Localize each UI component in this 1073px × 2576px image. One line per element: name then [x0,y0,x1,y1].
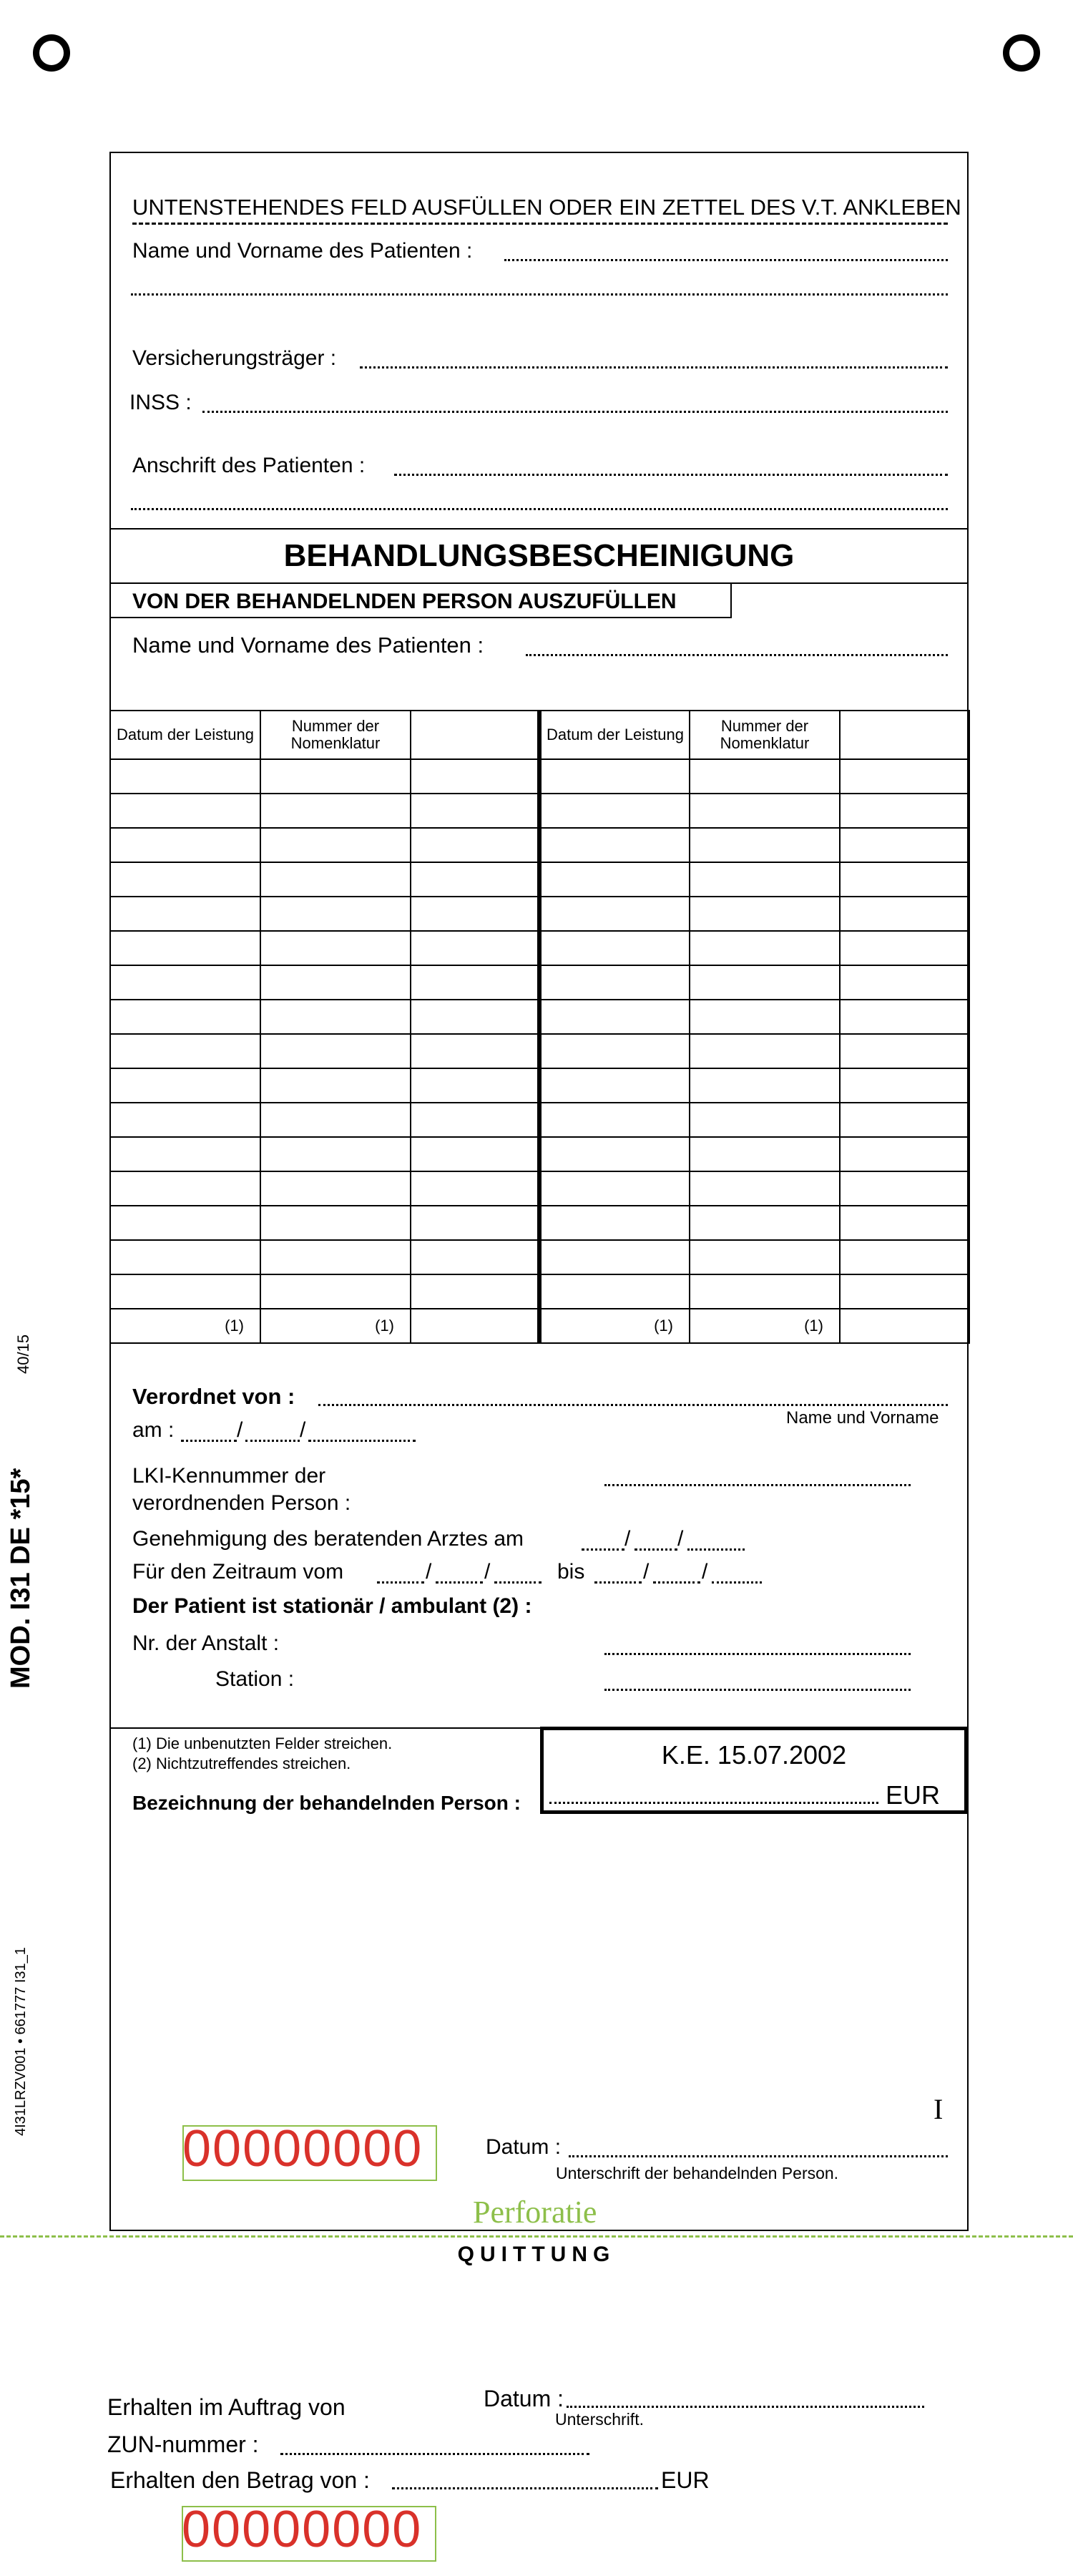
table-row [110,1068,969,1103]
table-cell[interactable] [690,931,840,965]
table-header-row [110,711,969,759]
table-cell[interactable] [690,759,840,794]
table-cell[interactable] [690,828,840,862]
service-table [109,710,970,1344]
date-separator: / [702,1560,708,1584]
table-cell[interactable] [840,828,969,862]
title-divider [111,582,967,584]
col-header-date-2: Datum der Leistung [539,711,690,759]
received-by-label: Erhalten im Auftrag von [107,2394,346,2420]
table-cell[interactable] [539,1034,690,1068]
table-cell[interactable] [840,862,969,897]
table-cell[interactable] [539,759,690,794]
station-field[interactable] [604,1689,911,1691]
table-cell[interactable] [840,794,969,828]
table-row [110,1000,969,1034]
table-cell[interactable] [539,828,690,862]
table-cell[interactable] [411,931,539,965]
table-cell[interactable] [690,897,840,931]
patient-name-field[interactable] [504,259,948,261]
table-row [110,1171,969,1206]
ordered-on-label: am : [132,1418,175,1442]
cert-patient-name-field[interactable] [526,654,948,656]
table-cell[interactable] [840,1206,969,1240]
inss-field[interactable] [202,411,948,413]
ordered-month-field[interactable] [245,1440,300,1442]
table-cell[interactable] [260,1068,411,1103]
table-cell[interactable] [110,965,260,1000]
approval-year-field[interactable] [687,1548,745,1551]
table-cell[interactable] [110,1137,260,1171]
insurer-label: Versicherungsträger : [132,346,337,370]
table-cell[interactable] [260,828,411,862]
table-row [110,1103,969,1137]
amount-received-field[interactable] [392,2487,658,2489]
certificate-subtitle-box [111,582,732,618]
table-cell[interactable] [260,1171,411,1206]
ordered-by-label: Verordnet von : [132,1384,295,1409]
table-cell[interactable] [539,931,690,965]
side-code-bottom: 4I31LRZV001 • 661777 I31_1 [13,1947,29,2136]
table-cell[interactable] [539,897,690,931]
table-cell[interactable] [840,1274,969,1309]
table-cell[interactable] [411,1068,539,1103]
table-cell[interactable] [690,1000,840,1034]
table-row [110,1034,969,1068]
table-cell[interactable] [840,965,969,1000]
table-cell[interactable] [840,1309,969,1343]
institution-field[interactable] [604,1653,911,1655]
table-footnote-row [110,1309,969,1343]
table-row [110,1137,969,1171]
period-to-year-field[interactable] [712,1581,762,1584]
table-cell[interactable] [690,1068,840,1103]
date-separator: / [624,1527,631,1551]
date-separator: / [237,1418,243,1442]
receipt-number: 00000000 [182,2501,423,2558]
table-cell[interactable] [110,1000,260,1034]
table-cell[interactable] [690,1034,840,1068]
side-model-code: MOD. I31 DE *15* [6,1468,36,1689]
table-cell[interactable] [539,1137,690,1171]
table-cell[interactable] [840,1068,969,1103]
amount-received-currency: EUR [661,2467,710,2493]
footnote-2: (2) Nichtzutreffendes streichen. [132,1755,351,1772]
address-label: Anschrift des Patienten : [132,454,366,477]
ke-date: K.E. 15.07.2002 [661,1740,847,1770]
period-to-month-field[interactable] [653,1581,700,1584]
table-cell[interactable] [840,1103,969,1137]
table-cell[interactable] [411,828,539,862]
insurer-field[interactable] [360,366,948,369]
table-row [110,794,969,828]
col-header-nomenclature-2: Nummer der Nomenklatur [690,711,840,759]
table-cell[interactable] [110,1274,260,1309]
date-separator: / [426,1560,432,1584]
table-cell[interactable] [110,862,260,897]
inss-label: INSS : [129,391,192,414]
col-header-nomenclature: Nummer der Nomenklatur [260,711,411,759]
table-cell[interactable] [690,1274,840,1309]
table-row [110,1274,969,1309]
table-cell[interactable] [110,759,260,794]
footnote-marker: (1) [260,1309,411,1343]
table-cell[interactable] [260,794,411,828]
table-cell[interactable] [260,1137,411,1171]
table-cell[interactable] [539,862,690,897]
date-separator: / [300,1418,306,1442]
period-to-label: bis [557,1560,585,1584]
table-cell[interactable] [110,897,260,931]
table-cell[interactable] [110,794,260,828]
table-cell[interactable] [260,1206,411,1240]
date-separator: / [484,1560,491,1584]
certificate-number: 00000000 [182,2120,423,2177]
footer-divider [111,1727,542,1729]
table-cell[interactable] [840,897,969,931]
table-cell[interactable] [690,965,840,1000]
punch-hole-right [1003,34,1040,72]
table-cell[interactable] [411,897,539,931]
table-cell[interactable] [840,1171,969,1206]
table-row [110,759,969,794]
table-cell[interactable] [690,1171,840,1206]
table-cell[interactable] [110,828,260,862]
table-cell[interactable] [840,1240,969,1274]
table-row [110,828,969,862]
address-field-2[interactable] [131,508,948,510]
table-cell[interactable] [690,1103,840,1137]
table-cell[interactable] [690,862,840,897]
table-cell[interactable] [411,862,539,897]
perforation-label: Perforatie [473,2195,597,2230]
table-cell[interactable] [539,1274,690,1309]
date-label: Datum : [486,2135,562,2159]
table-row [110,1206,969,1240]
receipt-title: QUITTUNG [457,2243,616,2266]
table-cell[interactable] [110,1103,260,1137]
approval-day-field[interactable] [582,1548,624,1551]
table-cell[interactable] [260,1240,411,1274]
table-cell[interactable] [411,759,539,794]
table-cell[interactable] [840,931,969,965]
lki-label-1: LKI-Kennummer der [132,1464,326,1488]
ordered-by-field[interactable] [318,1404,948,1406]
zun-field[interactable] [280,2453,589,2455]
address-field[interactable] [394,474,948,476]
patient-name-label: Name und Vorname des Patienten : [132,239,473,263]
table-cell[interactable] [539,1240,690,1274]
treatment-certificate-form [109,152,969,2231]
period-to-day-field[interactable] [594,1581,642,1584]
table-row [110,862,969,897]
period-from-year-field[interactable] [494,1581,542,1584]
lki-field[interactable] [604,1484,911,1486]
table-cell[interactable] [411,1137,539,1171]
table-cell[interactable] [110,1240,260,1274]
table-cell[interactable] [260,1034,411,1068]
table-cell[interactable] [260,1000,411,1034]
col-header-blank-2 [840,711,969,759]
certificate-title: BEHANDLUNGSBESCHEINIGUNG [283,538,795,573]
ordered-day-field[interactable] [181,1440,237,1442]
receipt-signature-hint: Unterschrift. [555,2410,644,2429]
table-row [110,931,969,965]
table-cell[interactable] [110,1171,260,1206]
perforation-line [0,2235,1073,2238]
table-cell[interactable] [260,931,411,965]
table-cell[interactable] [411,1171,539,1206]
receipt-date-label: Datum : [484,2386,564,2411]
table-cell[interactable] [260,759,411,794]
period-from-day-field[interactable] [377,1581,424,1584]
cert-patient-name-label: Name und Vorname des Patienten : [132,633,484,658]
footnote-1: (1) Die unbenutzten Felder streichen. [132,1735,393,1752]
table-cell[interactable] [411,1240,539,1274]
table-cell[interactable] [411,1274,539,1309]
table-cell[interactable] [260,1103,411,1137]
table-cell[interactable] [840,759,969,794]
certificate-subtitle: VON DER BEHANDELNDEN PERSON AUSZUFÜLLEN [132,590,677,613]
amount-currency: EUR [886,1780,941,1810]
table-cell[interactable] [539,1068,690,1103]
period-from-label: Für den Zeitraum vom [132,1560,344,1584]
table-cell[interactable] [539,1000,690,1034]
patient-name-field-2[interactable] [131,293,948,296]
lki-label-2: verordnenden Person : [132,1491,351,1515]
table-cell[interactable] [110,1206,260,1240]
table-cell[interactable] [539,794,690,828]
table-cell[interactable] [539,1103,690,1137]
table-cell[interactable] [411,965,539,1000]
side-code-top: 40/15 [14,1334,32,1374]
amount-received-label: Erhalten den Betrag von : [110,2467,370,2493]
date-separator: / [643,1560,650,1584]
table-row [110,965,969,1000]
ordered-year-field[interactable] [308,1440,416,1442]
table-cell[interactable] [411,1000,539,1034]
table-row [110,1240,969,1274]
punch-hole-left [33,34,70,72]
table-cell[interactable] [539,1171,690,1206]
table-cell[interactable] [690,1206,840,1240]
table-cell[interactable] [260,965,411,1000]
approval-month-field[interactable] [635,1548,677,1551]
receipt-date-field[interactable] [567,2406,924,2408]
col-header-date: Datum der Leistung [110,711,260,759]
table-cell[interactable] [411,1034,539,1068]
table-cell[interactable] [260,1274,411,1309]
table-cell[interactable] [539,965,690,1000]
roman-numeral: I [934,2093,944,2125]
table-cell[interactable] [690,1240,840,1274]
table-cell[interactable] [260,862,411,897]
table-cell[interactable] [690,794,840,828]
station-label: Station : [215,1667,295,1691]
instruction-text: UNTENSTEHENDES FELD AUSFÜLLEN ODER EIN ZETTEL DES V.T. ANKLEBEN [132,195,961,220]
patient-status-label: Der Patient ist stationär / ambulant (2) : [132,1594,532,1618]
footnote-marker: (1) [690,1309,840,1343]
date-field[interactable] [569,2155,948,2157]
table-cell[interactable] [840,1137,969,1171]
table-cell[interactable] [411,794,539,828]
table-cell[interactable] [260,897,411,931]
instruction-underline [132,223,948,225]
table-cell[interactable] [110,931,260,965]
table-cell[interactable] [110,1034,260,1068]
practitioner-label: Bezeichnung der behandelnden Person : [132,1792,521,1814]
table-cell[interactable] [411,1103,539,1137]
table-cell[interactable] [411,1309,539,1343]
signature-hint: Unterschrift der behandelnden Person. [556,2164,839,2182]
amount-box [540,1727,968,1814]
section-divider [111,528,967,530]
zun-label: ZUN-nummer : [107,2431,259,2457]
footnote-marker: (1) [110,1309,260,1343]
table-cell[interactable] [411,1206,539,1240]
institution-label: Nr. der Anstalt : [132,1631,280,1655]
table-cell[interactable] [690,1137,840,1171]
footnote-marker: (1) [539,1309,690,1343]
approval-label: Genehmigung des beratenden Arztes am [132,1527,524,1551]
date-separator: / [677,1527,684,1551]
amount-field[interactable] [549,1802,878,1804]
table-cell[interactable] [840,1034,969,1068]
name-hint: Name und Vorname [786,1408,939,1428]
table-cell[interactable] [110,1068,260,1103]
table-cell[interactable] [539,1206,690,1240]
col-header-blank [411,711,539,759]
table-row [110,897,969,931]
table-cell[interactable] [840,1000,969,1034]
period-from-month-field[interactable] [436,1581,483,1584]
